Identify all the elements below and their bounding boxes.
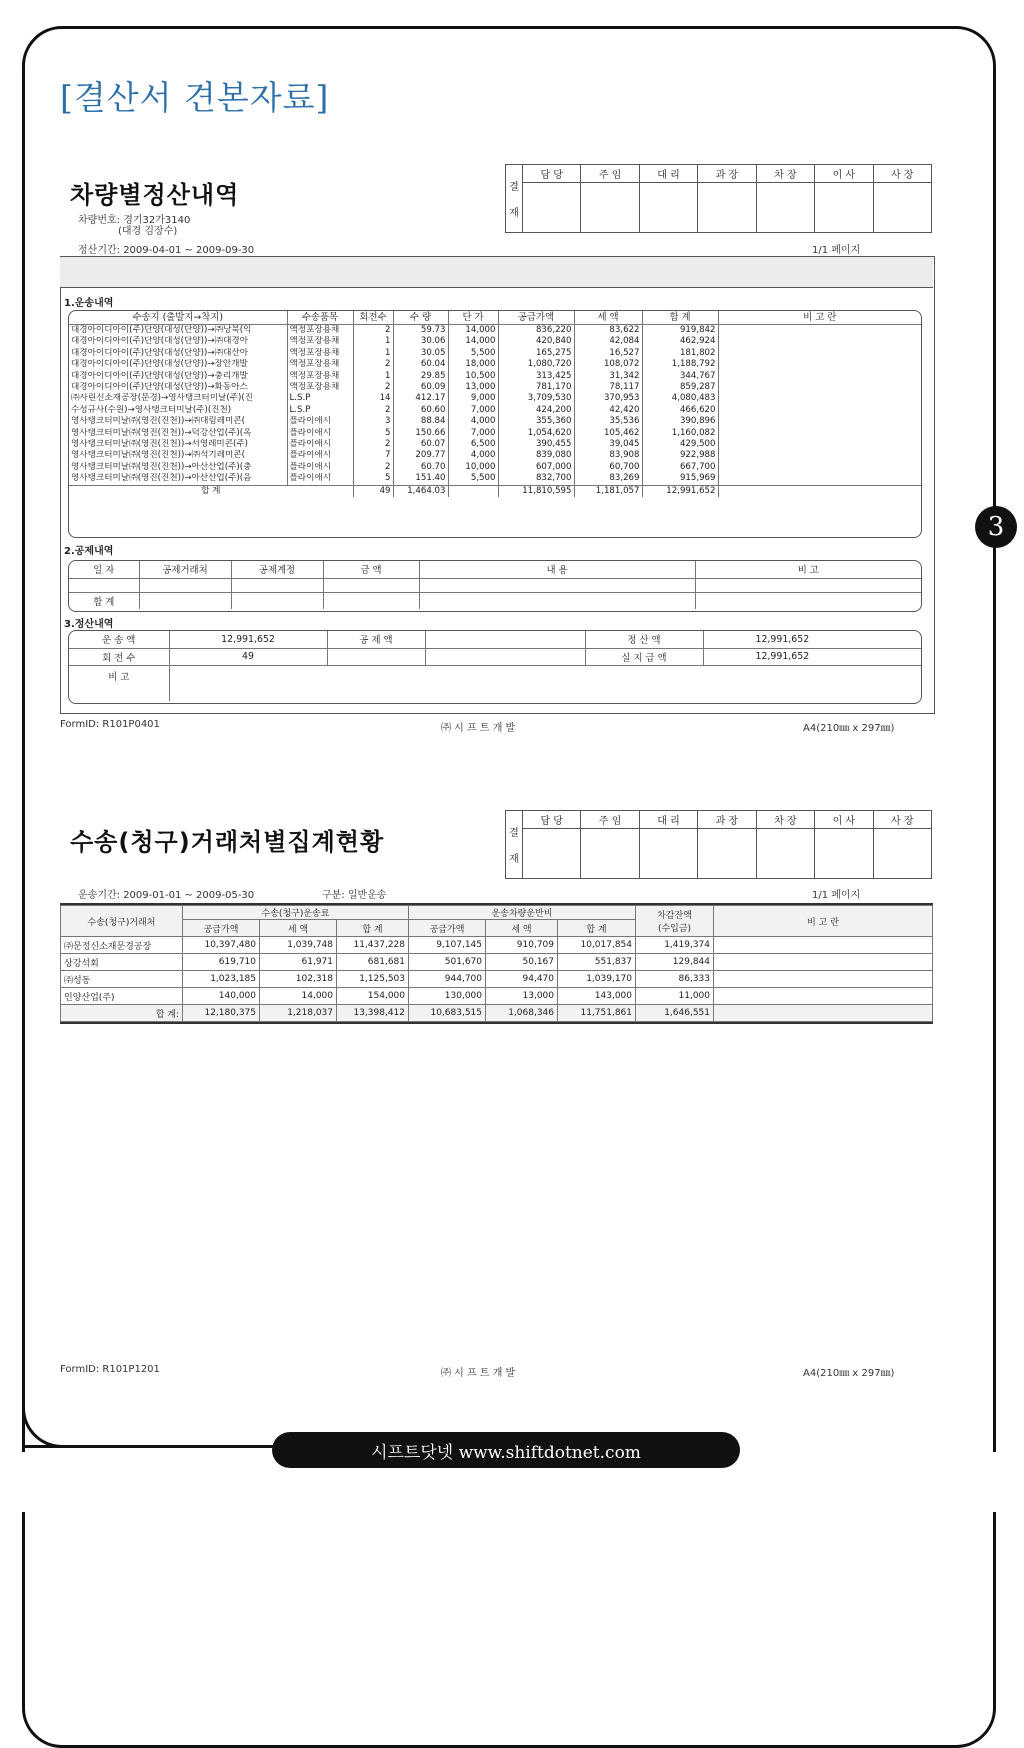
ded-header: 내 용 [419, 561, 695, 578]
summary-cell: 50,167 [486, 954, 558, 971]
transport-cell: 대경아이디아이(주)단양(대성(단양))→충리개발 [69, 371, 287, 382]
summary-cell: 인양산업(주) [61, 988, 183, 1005]
transport-cell: 344,767 [642, 371, 718, 382]
transport-cell: 1,054,620 [498, 428, 574, 439]
summary-cell: 154,000 [337, 988, 409, 1005]
transport-cell: 832,700 [498, 473, 574, 485]
summary-cell: 681,681 [337, 954, 409, 971]
sub-header: 세 액 [260, 920, 337, 937]
transport-note-cell [718, 325, 921, 337]
transport-note-cell [718, 348, 921, 359]
transport-cell: 액정포장용채 [287, 371, 353, 382]
transport-cell: 16,527 [574, 348, 642, 359]
transport-note-cell [718, 371, 921, 382]
transport-cell: 181,802 [642, 348, 718, 359]
settle-turns: 49 [169, 648, 327, 665]
transport-header: 회전수 [353, 311, 393, 325]
summary-note-cell [714, 971, 933, 988]
transport-cell: 13,000 [448, 382, 498, 393]
transport-cell: 39,045 [574, 439, 642, 450]
transport-cell: 35,536 [574, 416, 642, 427]
transport-cell: 420,840 [498, 336, 574, 347]
table-row [69, 348, 921, 359]
summary-cell: 1,039,170 [558, 971, 636, 988]
transport-cell: ㈜사린신소재공장(문경)→영사탱크터미날(주)(진 [69, 393, 287, 404]
transport-note-cell [718, 359, 921, 370]
transport-table-box [68, 310, 922, 538]
summary-total-cell: 1,068,346 [486, 1005, 558, 1022]
transport-cell: 대경아이디아이(주)단양(대성(단양))→㈜대경아 [69, 336, 287, 347]
transport-cell: 2 [353, 359, 393, 370]
transport-header: 공급가액 [498, 311, 574, 325]
transport-header: 비 고 란 [718, 311, 921, 325]
transport-cell: 78,117 [574, 382, 642, 393]
transport-cell: 대경아이디아이(주)단양(대성(단양))→장안개발 [69, 359, 287, 370]
total-qty: 1,464.03 [393, 485, 448, 497]
approval-role: 차 장 [756, 811, 814, 829]
summary-cell: 61,971 [260, 954, 337, 971]
transport-cell: 액정포장용채 [287, 359, 353, 370]
total-tax: 1,181,057 [574, 485, 642, 497]
transport-cell: 83,269 [574, 473, 642, 485]
transport-cell: 313,425 [498, 371, 574, 382]
summary-total-row [61, 1005, 933, 1022]
summary-cell: 102,318 [260, 971, 337, 988]
transport-header: 세 액 [574, 311, 642, 325]
transport-cell: 151.40 [393, 473, 448, 485]
transport-cell: 영사탱크터미날㈜(영진(진천))→아산산업(주)(음 [69, 473, 287, 485]
transport-cell: 919,842 [642, 325, 718, 337]
transport-cell: 42,084 [574, 336, 642, 347]
transport-header: 수 량 [393, 311, 448, 325]
transport-cell: 859,287 [642, 382, 718, 393]
transport-cell: 9,000 [448, 393, 498, 404]
table-row [69, 336, 921, 347]
transport-cell: 4,080,483 [642, 393, 718, 404]
transport-cell: 10,500 [448, 371, 498, 382]
transport-cell: 1 [353, 336, 393, 347]
approval-role: 담 당 [523, 165, 581, 183]
doc1-header-bar [60, 256, 933, 288]
transport-cell: 영사탱크터미날㈜(영진(진천))→㈜석기레미콘( [69, 450, 287, 461]
transport-cell: 60,700 [574, 462, 642, 473]
transport-cell: 플라이애시 [287, 428, 353, 439]
transport-cell: 액정포장용채 [287, 348, 353, 359]
table-row [69, 473, 921, 485]
transport-cell: L.S.P [287, 405, 353, 416]
transport-cell: 30.05 [393, 348, 448, 359]
frame-bottom-line [22, 1445, 292, 1448]
transport-cell: 7,000 [448, 428, 498, 439]
transport-label: 1.운송내역 [64, 298, 114, 309]
table-row [69, 405, 921, 416]
transport-cell: 209.77 [393, 450, 448, 461]
settle-transport-amount: 12,991,652 [169, 631, 327, 648]
approval-role: 과 장 [698, 811, 756, 829]
summary-cell: 130,000 [409, 988, 486, 1005]
summary-cell: 944,700 [409, 971, 486, 988]
settlement-table [69, 631, 921, 701]
transport-note-cell [718, 405, 921, 416]
summary-cell: ㈜문정신소재문경공장 [61, 937, 183, 954]
transport-cell: 424,200 [498, 405, 574, 416]
summary-cell: 1,023,185 [183, 971, 260, 988]
sub-header: 세 액 [486, 920, 558, 937]
summary-note-cell [714, 988, 933, 1005]
sub-header: 합 계 [337, 920, 409, 937]
transport-cell: 59.73 [393, 325, 448, 337]
transport-cell: 4,000 [448, 450, 498, 461]
approval-role: 과 장 [698, 165, 756, 183]
total-turns: 49 [353, 485, 393, 497]
summary-cell: ㈜성동 [61, 971, 183, 988]
transport-cell: 5 [353, 428, 393, 439]
summary-cell: 13,000 [486, 988, 558, 1005]
transport-cell: 150.66 [393, 428, 448, 439]
summary-note-cell [714, 937, 933, 954]
transport-cell: 915,969 [642, 473, 718, 485]
table-row [69, 359, 921, 370]
approval-role: 이 사 [815, 811, 873, 829]
total-note [718, 485, 921, 497]
transport-cell: 412.17 [393, 393, 448, 404]
settle-paid-amount: 12,991,652 [703, 648, 921, 665]
transport-cell: 영사탱크터미날㈜(영진(진천))→㈜대림레미콘( [69, 416, 287, 427]
transport-cell: 플라이애시 [287, 473, 353, 485]
approval-role: 이 사 [815, 165, 873, 183]
summary-cell: 143,000 [558, 988, 636, 1005]
col-group2: 운송차량운반비 [409, 906, 636, 920]
doc2-page-info: 1/1 페이지 [812, 890, 861, 901]
summary-cell: 140,000 [183, 988, 260, 1005]
transport-cell: 370,953 [574, 393, 642, 404]
doc2-category: 구분: 일반운송 [322, 890, 387, 901]
table-row [61, 971, 933, 988]
transport-cell: 플라이애시 [287, 450, 353, 461]
transport-cell: 액정포장용채 [287, 336, 353, 347]
transport-cell: 5,500 [448, 348, 498, 359]
transport-cell: 60.07 [393, 439, 448, 450]
transport-cell: 42,420 [574, 405, 642, 416]
summary-total-cell: 10,683,515 [409, 1005, 486, 1022]
transport-cell: 14,000 [448, 325, 498, 337]
page-badge: 3 [975, 506, 1017, 548]
transport-cell: 390,896 [642, 416, 718, 427]
transport-cell: 607,000 [498, 462, 574, 473]
doc1-paper: A4(210㎜ x 297㎜) [803, 723, 895, 734]
col-note: 비 고 란 [714, 906, 933, 937]
transport-cell: 액정포장용채 [287, 382, 353, 393]
settlement-label: 3.정산내역 [64, 619, 114, 630]
settle-settle-amount: 12,991,652 [703, 631, 921, 648]
transport-cell: 7,000 [448, 405, 498, 416]
total-supply: 11,810,595 [498, 485, 574, 497]
transport-cell: 429,500 [642, 439, 718, 450]
transport-cell: 3,709,530 [498, 393, 574, 404]
doc1-period: 정산기간: 2009-04-01 ~ 2009-09-30 [78, 245, 255, 256]
summary-cell: 86,333 [636, 971, 714, 988]
doc2-title: 수송(청구)거래처별집계현황 [70, 828, 385, 856]
transport-note-cell [718, 428, 921, 439]
transport-header: 수송품목 [287, 311, 353, 325]
ded-header: 비 고 [695, 561, 921, 578]
summary-total-cell: 합 계: [61, 1005, 183, 1022]
approval-role: 대 리 [639, 165, 697, 183]
transport-total-row [69, 485, 921, 497]
doc2-paper: A4(210㎜ x 297㎜) [803, 1368, 895, 1379]
table-row [69, 439, 921, 450]
transport-cell: 1 [353, 371, 393, 382]
transport-note-cell [718, 416, 921, 427]
table-row [69, 428, 921, 439]
transport-cell: 플라이애시 [287, 462, 353, 473]
transport-note-cell [718, 473, 921, 485]
transport-cell: 5 [353, 473, 393, 485]
transport-cell: 수성규사(수원)→영사탱크터미날(주)(진천) [69, 405, 287, 416]
approval-role: 주 임 [581, 165, 639, 183]
approval-role: 사 장 [873, 811, 931, 829]
transport-cell: 1,188,792 [642, 359, 718, 370]
transport-cell: 83,622 [574, 325, 642, 337]
transport-cell: 30.06 [393, 336, 448, 347]
section-title: [결산서 견본자료] [60, 78, 330, 117]
col-client: 수송(청구)거래처 [61, 906, 183, 937]
transport-total-label: 합 계 [69, 485, 353, 497]
transport-cell: 2 [353, 439, 393, 450]
approval-role: 대 리 [639, 811, 697, 829]
table-row [69, 416, 921, 427]
summary-cell: 9,107,145 [409, 937, 486, 954]
col-group1: 수송(청구)운송료 [183, 906, 409, 920]
doc2-company: ㈜ 시 프 트 개 발 [441, 1368, 516, 1379]
doc2-approval-table [505, 810, 932, 879]
transport-cell: 108,072 [574, 359, 642, 370]
settlement-box [68, 630, 922, 704]
transport-cell: 5,500 [448, 473, 498, 485]
ded-header: 공제계정 [231, 561, 323, 578]
transport-cell: 2 [353, 382, 393, 393]
transport-cell: 영사탱크터미날㈜(영진(진천))→서영레미콘(주) [69, 439, 287, 450]
summary-cell: 94,470 [486, 971, 558, 988]
transport-cell: 667,700 [642, 462, 718, 473]
transport-cell: 466,620 [642, 405, 718, 416]
transport-cell: 836,220 [498, 325, 574, 337]
transport-note-cell [718, 450, 921, 461]
transport-cell: 60.60 [393, 405, 448, 416]
table-row [61, 954, 933, 971]
table-row [69, 382, 921, 393]
doc1-company: ㈜ 시 프 트 개 발 [441, 723, 516, 734]
total-unit [448, 485, 498, 497]
footer-site: 시프트닷넷 www.shiftdotnet.com [272, 1432, 740, 1468]
summary-cell: 11,000 [636, 988, 714, 1005]
transport-cell: 88.84 [393, 416, 448, 427]
settle-turns-label: 회 전 수 [69, 648, 169, 665]
transport-note-cell [718, 336, 921, 347]
summary-cell: 129,844 [636, 954, 714, 971]
summary-cell: 11,437,228 [337, 937, 409, 954]
summary-total-cell: 1,218,037 [260, 1005, 337, 1022]
table-row [69, 371, 921, 382]
transport-cell: 922,988 [642, 450, 718, 461]
transport-cell: 플라이애시 [287, 416, 353, 427]
summary-cell: 10,017,854 [558, 937, 636, 954]
transport-cell: 2 [353, 462, 393, 473]
transport-header: 단 가 [448, 311, 498, 325]
doc2-form-id: FormID: R101P1201 [60, 1364, 160, 1375]
transport-cell: 390,455 [498, 439, 574, 450]
transport-cell: 18,000 [448, 359, 498, 370]
col-balance: 차감잔액 (수입금) [636, 906, 714, 937]
summary-total-cell: 13,398,412 [337, 1005, 409, 1022]
summary-total-cell: 12,180,375 [183, 1005, 260, 1022]
approval-role: 차 장 [756, 165, 814, 183]
table-row [69, 325, 921, 337]
sub-header: 합 계 [558, 920, 636, 937]
transport-cell: 781,170 [498, 382, 574, 393]
transport-cell: 대경아이디아이(주)단양(대성(단양))→㈜낭북(익 [69, 325, 287, 337]
transport-cell: 10,000 [448, 462, 498, 473]
approval-role: 주 임 [581, 811, 639, 829]
summary-cell: 619,710 [183, 954, 260, 971]
summary-cell: 상강석회 [61, 954, 183, 971]
summary-cell: 1,125,503 [337, 971, 409, 988]
transport-cell: 355,360 [498, 416, 574, 427]
transport-cell: 14 [353, 393, 393, 404]
settle-deduct-label: 공 제 액 [327, 631, 425, 648]
doc1-approval-table [505, 164, 932, 233]
transport-cell: 60.70 [393, 462, 448, 473]
doc2-period: 운송기간: 2009-01-01 ~ 2009-05-30 [78, 890, 255, 901]
transport-cell: 1,080,720 [498, 359, 574, 370]
deduction-table [69, 561, 921, 609]
summary-cell: 501,670 [409, 954, 486, 971]
transport-cell: 60.04 [393, 359, 448, 370]
transport-note-cell [718, 439, 921, 450]
client-summary-table [60, 905, 933, 1022]
doc1-driver: (대경 김장수) [118, 226, 178, 237]
table-row [69, 450, 921, 461]
transport-cell: 60.09 [393, 382, 448, 393]
summary-total-cell: 11,751,861 [558, 1005, 636, 1022]
transport-table [69, 311, 921, 497]
transport-cell: 1 [353, 348, 393, 359]
transport-cell: 1,160,082 [642, 428, 718, 439]
summary-cell: 1,039,748 [260, 937, 337, 954]
table-row [61, 937, 933, 954]
transport-cell: 14,000 [448, 336, 498, 347]
sub-header: 공급가액 [183, 920, 260, 937]
transport-cell: 839,080 [498, 450, 574, 461]
transport-cell: 플라이애시 [287, 439, 353, 450]
approval-role: 사 장 [873, 165, 931, 183]
doc1-form-id: FormID: R101P0401 [60, 719, 160, 730]
transport-cell: 105,462 [574, 428, 642, 439]
transport-cell: 액정포장용채 [287, 325, 353, 337]
transport-header: 합 계 [642, 311, 718, 325]
transport-cell: 3 [353, 416, 393, 427]
transport-header: 수송지 (출발지→착지) [69, 311, 287, 325]
summary-note-cell [714, 954, 933, 971]
transport-cell: 165,275 [498, 348, 574, 359]
table-row [69, 462, 921, 473]
summary-cell: 910,709 [486, 937, 558, 954]
transport-cell: 4,000 [448, 416, 498, 427]
summary-cell: 10,397,480 [183, 937, 260, 954]
settle-paid-label: 실 지 급 액 [585, 648, 703, 665]
ded-header: 일 자 [69, 561, 139, 578]
summary-total-cell: 1,646,551 [636, 1005, 714, 1022]
approval-label-1: 결 재 [506, 165, 523, 233]
approval-label-2: 결 재 [506, 811, 523, 879]
transport-cell: 29.85 [393, 371, 448, 382]
transport-cell: 대경아이디아이(주)단양(대성(단양))→화동아스 [69, 382, 287, 393]
transport-note-cell [718, 462, 921, 473]
ded-header: 공제거래처 [139, 561, 231, 578]
transport-cell: 영사탱크터미날㈜(영진(진천))→아산산업(주)(충 [69, 462, 287, 473]
transport-note-cell [718, 393, 921, 404]
transport-cell: 6,500 [448, 439, 498, 450]
doc2-table-wrap [60, 903, 933, 1024]
settle-transport-label: 운 송 액 [69, 631, 169, 648]
summary-cell: 551,837 [558, 954, 636, 971]
doc1-page-info: 1/1 페이지 [812, 245, 861, 256]
sub-header: 공급가액 [409, 920, 486, 937]
doc1-title: 차량별정산내역 [70, 181, 240, 209]
transport-cell: 83,908 [574, 450, 642, 461]
total-sum: 12,991,652 [642, 485, 718, 497]
transport-cell: 2 [353, 325, 393, 337]
transport-cell: 462,924 [642, 336, 718, 347]
settle-note-label: 비 고 [69, 665, 169, 701]
table-row [69, 393, 921, 404]
summary-cell: 14,000 [260, 988, 337, 1005]
deduction-table-box [68, 560, 922, 612]
transport-cell: 대경아이디아이(주)단양(대성(단양))→㈜대산아 [69, 348, 287, 359]
approval-role: 담 당 [523, 811, 581, 829]
settle-settle-label: 정 산 액 [585, 631, 703, 648]
summary-cell: 1,419,374 [636, 937, 714, 954]
summary-total-note [714, 1005, 933, 1022]
transport-cell: 7 [353, 450, 393, 461]
table-row [61, 988, 933, 1005]
doc1-vehicle-no: 차량번호: 경기32가3140 [78, 215, 191, 226]
deduction-label: 2.공제내역 [64, 546, 114, 557]
transport-cell: 영사탱크터미날㈜(영진(진천))→덕강산업(주)(옥 [69, 428, 287, 439]
transport-cell: L.S.P [287, 393, 353, 404]
transport-cell: 2 [353, 405, 393, 416]
ded-total-label: 합 계 [69, 592, 139, 609]
ded-header: 금 액 [323, 561, 419, 578]
transport-cell: 31,342 [574, 371, 642, 382]
transport-note-cell [718, 382, 921, 393]
